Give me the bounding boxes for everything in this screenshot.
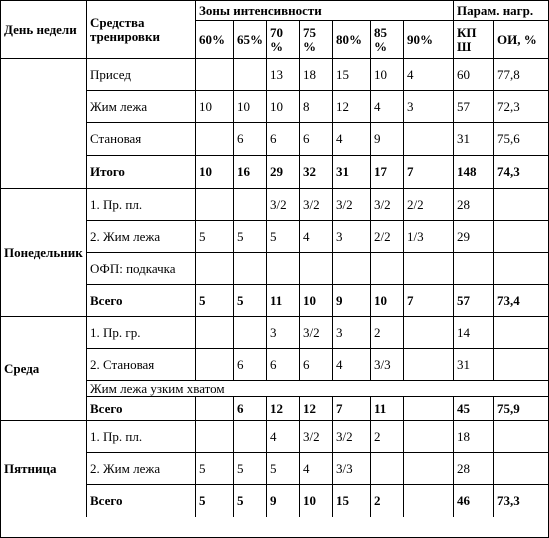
table-cell: 6: [300, 123, 333, 156]
row-label: 2. Становая: [87, 349, 196, 381]
table-cell: 10: [371, 285, 404, 317]
table-cell: 6: [234, 123, 267, 156]
table-cell: 5: [234, 453, 267, 485]
day-cell-wednesday: Среда: [1, 317, 87, 421]
table-cell: [494, 253, 548, 285]
table-cell: 3/3: [371, 349, 404, 381]
table-cell: 28: [454, 453, 494, 485]
table-cell: 18: [454, 421, 494, 453]
table-cell: 1/3: [404, 221, 454, 253]
table-cell: 3/2: [267, 189, 300, 221]
table-cell: [404, 485, 454, 517]
table-cell: [404, 453, 454, 485]
table-cell: [404, 349, 454, 381]
table-cell: 6: [267, 123, 300, 156]
table-cell: 31: [333, 156, 371, 189]
table-cell: 45: [454, 397, 494, 421]
table-cell: 2: [371, 317, 404, 349]
table-cell: 6: [267, 349, 300, 381]
row-label: Всего: [87, 485, 196, 517]
wednesday-note: Жим лежа узким хватом: [87, 381, 548, 397]
table-cell: 10: [196, 156, 234, 189]
row-label: 1. Пр. пл.: [87, 421, 196, 453]
row-label: Всего: [87, 397, 196, 421]
row-label: Жим лежа: [87, 91, 196, 123]
table-cell: 6: [234, 349, 267, 381]
table-cell: 4: [333, 349, 371, 381]
table-cell: 10: [196, 91, 234, 123]
table-cell: 18: [300, 59, 333, 91]
table-cell: 5: [234, 485, 267, 517]
table-cell: 10: [371, 59, 404, 91]
table-cell: 3: [404, 91, 454, 123]
table-cell: 2/2: [371, 221, 404, 253]
header-day: День недели: [1, 1, 87, 59]
table-cell: 72,3: [494, 91, 548, 123]
table-cell: 5: [196, 285, 234, 317]
table-cell: [333, 253, 371, 285]
row-label: 1. Пр. гр.: [87, 317, 196, 349]
table-cell: 73,4: [494, 285, 548, 317]
row-label: Итого: [87, 156, 196, 189]
table-cell: 4: [333, 123, 371, 156]
table-cell: 3: [333, 221, 371, 253]
table-cell: 3/2: [300, 317, 333, 349]
day-cell-monday: Понедельник: [1, 189, 87, 317]
table-cell: 5: [267, 453, 300, 485]
table-cell: [371, 453, 404, 485]
table-cell: 31: [454, 123, 494, 156]
table-cell: [404, 397, 454, 421]
table-cell: [234, 59, 267, 91]
table-cell: 3: [333, 317, 371, 349]
header-zone-60: 60%: [196, 21, 234, 59]
header-zone-85: 85 %: [371, 21, 404, 59]
table-cell: [267, 253, 300, 285]
header-zone-80: 80%: [333, 21, 371, 59]
table-cell: 10: [267, 91, 300, 123]
row-label: Становая: [87, 123, 196, 156]
table-cell: 5: [196, 485, 234, 517]
table-cell: 5: [267, 221, 300, 253]
table-cell: 3/3: [333, 453, 371, 485]
table-cell: 4: [371, 91, 404, 123]
table-cell: 17: [371, 156, 404, 189]
table-cell: 16: [234, 156, 267, 189]
table-cell: 7: [333, 397, 371, 421]
table-cell: 77,8: [494, 59, 548, 91]
table-cell: [494, 189, 548, 221]
table-cell: [404, 421, 454, 453]
table-cell: 29: [454, 221, 494, 253]
table-cell: 8: [300, 91, 333, 123]
table-cell: [454, 253, 494, 285]
table-cell: 3: [267, 317, 300, 349]
table-cell: [494, 421, 548, 453]
table-cell: 15: [333, 59, 371, 91]
table-cell: 3/2: [333, 421, 371, 453]
table-cell: [234, 317, 267, 349]
table-cell: [494, 349, 548, 381]
header-zone-65: 65%: [234, 21, 267, 59]
table-cell: [234, 253, 267, 285]
table-cell: [404, 253, 454, 285]
table-cell: 4: [300, 221, 333, 253]
table-cell: [371, 253, 404, 285]
table-cell: 10: [300, 285, 333, 317]
table-cell: 11: [267, 285, 300, 317]
table-cell: 74,3: [494, 156, 548, 189]
table-cell: 32: [300, 156, 333, 189]
header-zone-75: 75 %: [300, 21, 333, 59]
table-cell: 2: [371, 485, 404, 517]
header-oi: ОИ, %: [494, 21, 548, 59]
table-cell: [404, 317, 454, 349]
table-cell: 11: [371, 397, 404, 421]
table-cell: 3/2: [371, 189, 404, 221]
table-cell: 9: [371, 123, 404, 156]
row-label: Всего: [87, 285, 196, 317]
table-cell: 9: [333, 285, 371, 317]
header-zones: Зоны интенсивности: [196, 1, 454, 21]
table-cell: [494, 221, 548, 253]
header-means: Средства тренировки: [87, 1, 196, 59]
table-cell: [196, 189, 234, 221]
header-params: Парам. нагр.: [454, 1, 548, 21]
day-cell-summary: [1, 59, 87, 189]
table-cell: 12: [333, 91, 371, 123]
table-cell: 2/2: [404, 189, 454, 221]
table-cell: 29: [267, 156, 300, 189]
table-cell: [196, 397, 234, 421]
table-cell: [234, 189, 267, 221]
table-cell: 14: [454, 317, 494, 349]
day-cell-friday: Пятница: [1, 421, 87, 517]
table-cell: 2: [371, 421, 404, 453]
table-cell: 10: [300, 485, 333, 517]
table-cell: 73,3: [497, 493, 520, 508]
table-cell: 75,6: [494, 123, 548, 156]
table-cell: 12: [267, 397, 300, 421]
row-label: ОФП: подкачка: [87, 253, 196, 285]
table-cell: 9: [267, 485, 300, 517]
table-cell: 60: [454, 59, 494, 91]
table-cell: 57: [454, 285, 494, 317]
table-cell: 13: [267, 59, 300, 91]
table-cell: 28: [454, 189, 494, 221]
table-cell: [196, 349, 234, 381]
table-cell: 6: [234, 397, 267, 421]
table-cell: [196, 123, 234, 156]
table-cell: [300, 253, 333, 285]
table-cell: 6: [300, 349, 333, 381]
table-cell: [404, 123, 454, 156]
table-cell: 10: [234, 91, 267, 123]
header-kpsh: КП Ш: [454, 21, 494, 59]
row-label: 1. Пр. пл.: [87, 189, 196, 221]
table-cell: [196, 317, 234, 349]
table-cell: [494, 453, 548, 485]
table-cell: 3/2: [300, 189, 333, 221]
header-zone-70: 70 %: [267, 21, 300, 59]
table-cell: 4: [404, 59, 454, 91]
row-label: 2. Жим лежа: [87, 221, 196, 253]
table-cell: 75,9: [494, 397, 548, 421]
table-cell: 12: [300, 397, 333, 421]
table-cell: 5: [196, 221, 234, 253]
table-cell: 7: [404, 156, 454, 189]
table-cell: [234, 421, 267, 453]
table-cell: 5: [196, 453, 234, 485]
table-cell: [196, 253, 234, 285]
table-cell: 4: [300, 453, 333, 485]
table-cell: 4: [267, 421, 300, 453]
table-cell: 5: [234, 285, 267, 317]
table-cell: [196, 59, 234, 91]
table-cell: 3/2: [300, 421, 333, 453]
table-cell: 7: [404, 285, 454, 317]
table-cell: 31: [454, 349, 494, 381]
row-label: 2. Жим лежа: [87, 453, 196, 485]
table-cell: 57: [454, 91, 494, 123]
row-label: Присед: [87, 59, 196, 91]
table-cell: [494, 317, 548, 349]
table-cell: 46: [454, 485, 494, 517]
table-cell: [196, 421, 234, 453]
table-cell: 15: [333, 485, 371, 517]
table-cell: 5: [234, 221, 267, 253]
table-cell: 148: [454, 156, 494, 189]
header-zone-90: 90%: [404, 21, 454, 59]
table-cell: 3/2: [333, 189, 371, 221]
